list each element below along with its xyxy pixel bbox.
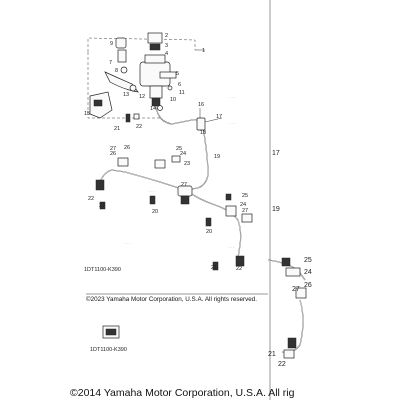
callout-7: 7 [109,60,113,66]
callout-2: 2 [165,33,169,39]
union-bolt-right [236,256,244,266]
inset-detail [268,258,306,358]
callout-9: 9 [110,41,114,47]
callout-27c: 27 [242,208,249,214]
callout-19: 19 [214,154,221,160]
inset-callout-27: 27 [292,286,300,293]
callout-5: 5 [176,71,180,77]
callout-24b: 24 [240,202,247,208]
watermark-3: ~ ~ ~ [148,189,155,193]
bolt-21-upper [126,114,130,122]
assembly-bracket-top [88,38,195,52]
callout-4: 4 [165,51,169,57]
inset-union-bolt [288,338,296,348]
callout-14: 14 [150,106,157,112]
diaphragm [150,44,160,50]
callout-27a: 27 [110,146,117,152]
bolt-20-center [150,196,155,204]
callout-13: 13 [123,92,130,98]
callout-26b: 26 [124,145,131,151]
callout-12: 12 [139,94,146,100]
copyright-inner: ©2023 Yamaha Motor Corporation, U.S.A. All rights reserved. [86,296,258,303]
callout-3: 3 [165,43,169,49]
callout-22b: 22 [88,196,95,202]
brake-hose-left-inner [100,170,188,190]
callout-22a: 22 [136,124,143,130]
pivot-bolt [118,50,126,62]
hose-clamp-right [226,206,236,216]
callout-20b: 20 [206,229,213,235]
union-bolt-left [96,180,104,190]
callout-24a: 24 [180,151,187,157]
clip-22-upper [134,114,139,119]
inset-callout-26: 26 [304,282,312,289]
callout-18: 18 [200,130,207,136]
inset-clamp-24 [286,268,300,276]
figure-code-top: 1DT1100-K390 [84,267,121,273]
callout-25a: 25 [176,146,183,152]
watermark-1: ~ ~ ~ [229,95,236,99]
lever-pivot [130,85,136,91]
callout-15: 15 [84,111,91,117]
callout-21c: 21 [211,265,218,271]
callout-6: 6 [178,82,182,88]
clamp-25 [172,156,180,162]
brake-hose-left [100,170,188,190]
inset-bolt-25 [282,258,290,266]
callout-26a: 26 [110,151,117,157]
banjo-bolt [152,98,160,106]
washer [158,106,163,111]
inset-callout-22: 22 [278,361,286,368]
hose-guide-16 [197,118,205,130]
bolt-20-right [206,218,211,226]
callout-1: 1 [202,48,206,54]
switch-block [116,38,126,48]
diaphragm-plate [148,33,162,43]
nut-small [121,67,127,73]
joint-bolt [181,196,189,204]
yamaha-chip-icon [103,326,119,338]
hose-clamp-left [118,158,128,166]
bracket-right [242,214,252,222]
callout-27b: 27 [181,182,188,188]
callout-8: 8 [115,68,119,74]
callout-21a: 21 [114,126,121,132]
hose-clamp-center [155,160,165,168]
callout-21b: 21 [99,203,106,209]
washer-2 [168,86,172,90]
callout-22c: 22 [236,266,243,272]
figure-code-bottom: 1DT1100-K390 [90,347,127,353]
callout-25b: 25 [242,193,249,199]
callout-20a: 20 [152,209,159,215]
callout-10: 10 [170,97,177,103]
holder-clamp [160,72,176,78]
inset-washer-22 [284,350,294,358]
callout-23: 23 [184,161,191,167]
inset-callout-24: 24 [304,269,312,276]
callout-11: 11 [179,90,185,96]
inset-callout-21: 21 [268,351,276,358]
copyright-outer: ©2014 Yamaha Motor Corporation, U.S.A. All rig [70,387,295,399]
margin-label-17: 17 [272,150,280,157]
inset-callout-25: 25 [304,257,312,264]
watermark-5: ~ ~ ~ [228,245,235,249]
watermark-4: ~ ~ ~ [124,241,131,245]
margin-label-19: 19 [272,206,280,213]
callout-16: 16 [198,102,205,108]
bracket-bolt [94,100,102,106]
banjo-fitting [150,86,162,98]
reservoir-cap [145,55,165,63]
watermark-2: ~ ~ ~ [229,121,236,125]
bolt-25-right [226,194,231,200]
callout-17: 17 [216,114,223,120]
